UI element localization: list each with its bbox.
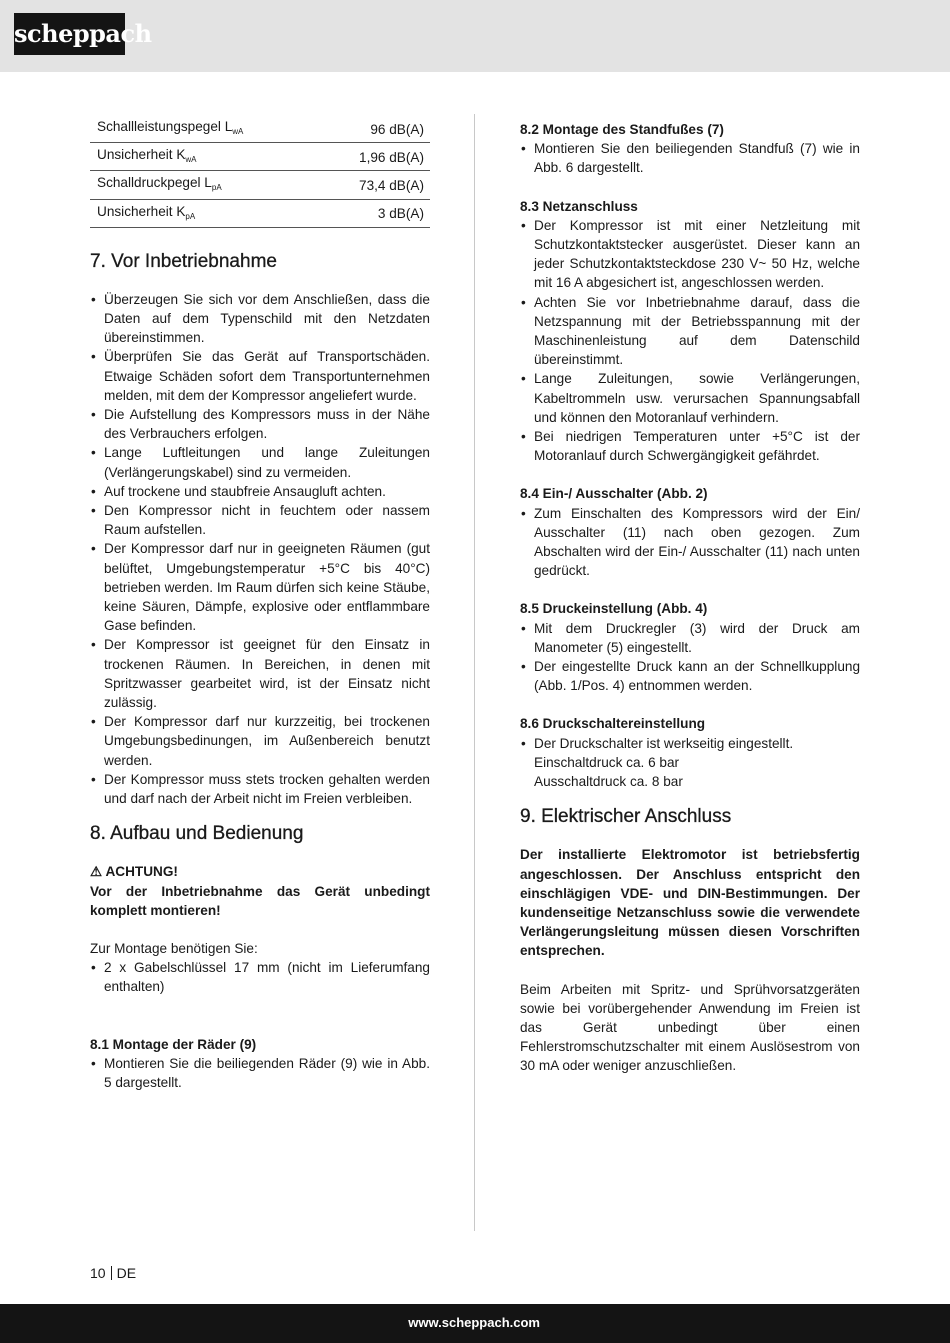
column-divider [474,114,475,1231]
list-item: • Der eingestellte Druck kann an der Schnellkupplung (Abb. 1/Pos. 4) entnommen werden. [520,657,860,695]
section-8-title: 8. Aufbau und Bedienung [90,823,304,845]
list-item: • Montieren Sie die beiliegenden Räder (9) wie in Abb. 5 dargestellt. [90,1054,430,1092]
spec-value: 96 dB(A) [318,115,430,143]
section-8-4-list [520,504,860,581]
section-9-title: 9. Elektrischer Anschluss [520,806,732,828]
list-item: • Der Druckschalter ist werkseitig eingestellt. [520,734,860,753]
list-item: • Auf trockene und staubfreie Ansaugluft achten. [90,482,430,501]
table-row [90,143,430,171]
spec-label: Schalldruckpegel $L_{pA}$ [90,171,318,199]
list-item: • Den Kompressor nicht in feuchtem oder nassem Raum aufstellen. [90,501,430,539]
page-number-value: 10 [90,1265,106,1281]
warning-title: ⚠ ACHTUNG! [90,864,178,880]
section-8-2-list [520,139,860,177]
switch-off-pressure: Ausschaltdruck ca. 8 bar [534,774,683,790]
spec-label: Schallleistungspegel $L_{wA}$ [90,115,318,143]
list-item: • Überprüfen Sie das Gerät auf Transportschäden. Etwaige Schäden sofort dem Transportunternehmen melden, mit dem der Kompressor angeliefert wurde. [90,347,430,405]
list-item: • Der Kompressor darf nur in geeigneten Räumen (gut belüftet, Umgebungstemperatur +5°C bis 40°C) betrieben werden. Im Raum dürfen sich keine Stäube, keine Säuren, Dämpfe, explosive oder entflammbare Gase befinden. [90,539,430,635]
spec-value: 73,4 dB(A) [318,171,430,199]
section-8-5-title: 8.5 Druckeinstellung (Abb. 4) [520,601,708,617]
list-item: • Lange Zuleitungen, sowie Verlängerungen, Kabeltrommeln usw. verursachen Spannungsabfall und können den Motoranlauf verhindern. [520,369,860,427]
tools-list [90,958,430,996]
section-8-6-title: 8.6 Druckschaltereinstellung [520,716,706,732]
list-item: • Der Kompressor darf nur kurzzeitig, bei trockenen Umgebungsbedinungen, im Außenbereich benutzt werden. [90,712,430,770]
right-column [520,120,860,1076]
website-link[interactable]: www.scheppach.com [408,1315,540,1330]
warning-text: Vor der Inbetriebnahme das Gerät unbedingt komplett montieren! [90,883,430,918]
list-item: • Der Kompressor ist mit einer Netzleitung mit Schutzkontaktstecker ausgerüstet. Dieser kann an jeder Schutzkontaktsteckdose 230 V~ 50 Hz, welche mit 16 A abgesichert ist, angeschlossen werden. [520,216,860,293]
noise-specs-table [90,115,430,228]
page-header [0,0,950,72]
section-9-text: Beim Arbeiten mit Spritz- und Sprühvorsatzgeräten sowie bei vorübergehender Anwendung im Freien ist das Gerät unbedingt über einen Fehlerstromschutzschalter mit einem Auslösestrom von 30 mA oder weniger anzuschließen. [520,981,860,1074]
section-9-bold-text: Der installierte Elektromotor ist betriebsfertig angeschlossen. Der Anschluss entspricht den einschlägigen VDE- und DIN-Bestimmungen. Der kundenseitige Netzanschluss sowie die verwendete Verlängerungsleitung müssen diesen Vorschriften entsprechen. [520,847,860,959]
list-item: • Achten Sie vor Inbetriebnahme darauf, dass die Netzspannung mit der Betriebsspannung mit der Maschinenleistung auf dem Datenschild übereinstimmt. [520,293,860,370]
list-item: • Lange Luftleitungen und lange Zuleitungen (Verlängerungskabel) sind zu vermeiden. [90,443,430,481]
table-row [90,171,430,199]
list-item: • Der Kompressor muss stets trocken gehalten werden und darf nach der Arbeit nicht im Freien verbleiben. [90,770,430,808]
section-8-1-list [90,1054,430,1092]
left-column [90,115,430,1092]
list-item: • Bei niedrigen Temperaturen unter +5°C ist der Motoranlauf durch Schwergängigkeit gefährdet. [520,427,860,465]
list-item: • Der Kompressor ist geeignet für den Einsatz in trockenen Räumen. In Bereichen, in denen mit Spritzwasser gearbeitet wird, ist der Einsatz nicht zulässig. [90,635,430,712]
table-row [90,115,430,143]
section-7-list [90,290,430,808]
spec-label: Unsicherheit $K_{wA}$ [90,143,318,171]
spec-value: 1,96 dB(A) [318,143,430,171]
section-8-6-list [520,734,860,753]
page-number [90,1265,136,1281]
spec-label: Unsicherheit $K_{pA}$ [90,199,318,227]
brand-logo: scheppach [14,13,125,55]
list-item: • Die Aufstellung des Kompressors muss in der Nähe des Verbrauchers erfolgen. [90,405,430,443]
list-item: • Montieren Sie den beiliegenden Standfuß (7) wie in Abb. 6 dargestellt. [520,139,860,177]
list-item: • Zum Einschalten des Kompressors wird der Ein/ Ausschalter (11) nach oben gezogen. Zum Abschalten wird der Ein-/ Ausschalter (11) nach unten gedrückt. [520,504,860,581]
spec-value: 3 dB(A) [318,199,430,227]
section-8-2-title: 8.2 Montage des Standfußes (7) [520,122,724,137]
section-8-4-title: 8.4 Ein-/ Ausschalter (Abb. 2) [520,486,708,502]
section-7-title: 7. Vor Inbetriebnahme [90,250,277,272]
list-item: • Mit dem Druckregler (3) wird der Druck am Manometer (5) eingestellt. [520,619,860,657]
section-8-1-title: 8.1 Montage der Räder (9) [90,1036,257,1052]
montage-intro: Zur Montage benötigen Sie: [90,940,258,956]
section-8-3-list [520,216,860,466]
section-8-5-list [520,619,860,696]
language-code: DE [116,1265,137,1281]
list-item: • Überzeugen Sie sich vor dem Anschließen, dass die Daten auf dem Typenschild mit den Netzdaten übereinstimmen. [90,290,430,348]
list-item: • 2 x Gabelschlüssel 17 mm (nicht im Lieferumfang enthalten) [90,958,430,996]
footer-separator [111,1266,112,1280]
switch-on-pressure: Einschaltdruck ca. 6 bar [534,754,680,770]
section-8-3-title: 8.3 Netzanschluss [520,198,638,214]
table-row [90,199,430,227]
page-footer [0,1304,950,1343]
